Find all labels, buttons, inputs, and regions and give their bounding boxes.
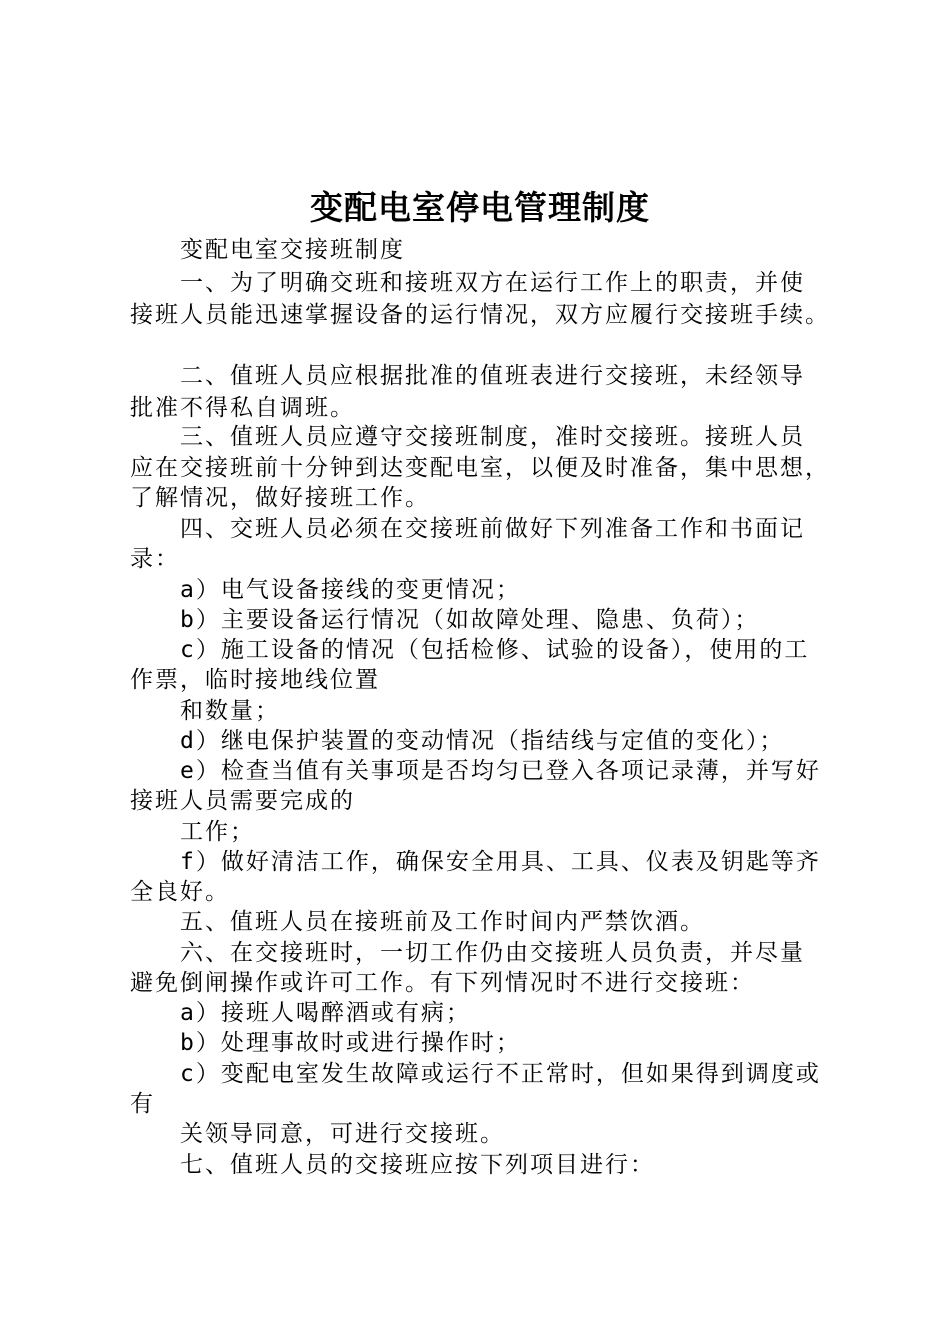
- text-line: 一、为了明确交班和接班双方在运行工作上的职责，并使: [180, 270, 805, 296]
- document-title: 变配电室停电管理制度: [310, 188, 650, 227]
- text-line: c）施工设备的情况（包括检修、试验的设备），使用的工: [180, 637, 810, 663]
- text-line: 全良好。: [130, 879, 230, 905]
- text-line: 有: [130, 1091, 155, 1117]
- text-line: f）做好清洁工作，确保安全用具、工具、仪表及钥匙等齐: [180, 849, 821, 875]
- text-line: 关领导同意，可进行交接班。: [180, 1121, 505, 1147]
- text-line-section-heading: 变配电室交接班制度: [180, 237, 405, 263]
- text-line: 了解情况，做好接班工作。: [130, 485, 430, 511]
- text-line: 四、交班人员必须在交接班前做好下列准备工作和书面记: [180, 516, 805, 542]
- text-line: 六、在交接班时，一切工作仍由交接班人员负责，并尽量: [180, 940, 805, 966]
- text-line: 五、值班人员在接班前及工作时间内严禁饮酒。: [180, 909, 705, 935]
- text-line: a）接班人喝醉酒或有病；: [180, 1000, 471, 1026]
- text-line: 录：: [130, 546, 180, 572]
- text-line: 接班人员能迅速掌握设备的运行情况，双方应履行交接班手续。: [130, 302, 830, 328]
- text-line: d）继电保护装置的变动情况（指结线与定值的变化）；: [180, 728, 785, 754]
- text-line: 工作；: [180, 819, 255, 845]
- text-line: c）变配电室发生故障或运行不正常时，但如果得到调度或: [180, 1061, 821, 1087]
- text-line: e）检查当值有关事项是否均匀已登入各项记录薄，并写好: [180, 758, 821, 784]
- text-line: 和数量；: [180, 698, 280, 724]
- text-line: 避免倒闸操作或许可工作。有下列情况时不进行交接班：: [130, 970, 755, 996]
- text-line: b）主要设备运行情况（如故障处理、隐患、负荷）；: [180, 607, 760, 633]
- text-line: 作票，临时接地线位置: [130, 667, 380, 693]
- text-line: a）电气设备接线的变更情况；: [180, 577, 521, 603]
- text-line: 二、值班人员应根据批准的值班表进行交接班，未经领导: [180, 363, 805, 389]
- text-line: 批准不得私自调班。: [130, 395, 355, 421]
- text-line: 三、值班人员应遵守交接班制度，准时交接班。接班人员: [180, 424, 805, 450]
- text-line: 七、值班人员的交接班应按下列项目进行：: [180, 1152, 655, 1178]
- text-line: 接班人员需要完成的: [130, 788, 355, 814]
- text-line: b）处理事故时或进行操作时；: [180, 1030, 521, 1056]
- text-line: 应在交接班前十分钟到达变配电室，以便及时准备，集中思想，: [130, 455, 830, 481]
